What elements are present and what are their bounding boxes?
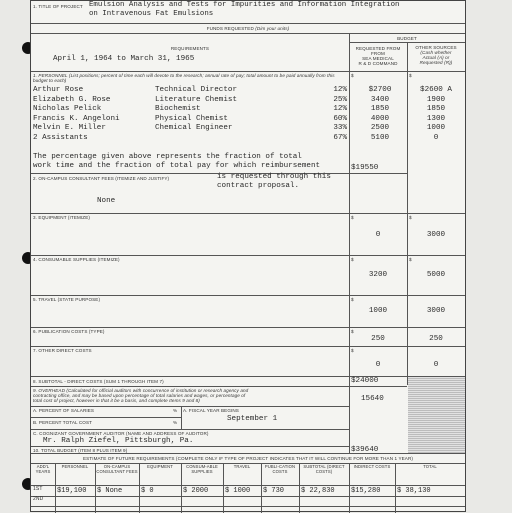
personnel-requested: 1850: [370, 105, 390, 113]
personnel-other: $2600 A: [420, 86, 452, 94]
future-row-1-cell: $ 0: [141, 487, 154, 495]
fiscal-year-label: A. FISCAL YEAR BEGINS: [183, 408, 239, 413]
overhead-value: 15640: [361, 395, 384, 403]
consultant-text-1: is requested through this: [217, 173, 331, 181]
personnel-label: 1. PERSONNEL (List positions; percent of time each will devote to the research; annual rate of pay; total amount to be paid annually from this budget to each): [33, 73, 335, 83]
other-direct-label: 7. OTHER DIRECT COSTS: [33, 348, 92, 353]
personnel-requested: 3400: [370, 95, 390, 104]
personnel-row: [33, 115, 465, 124]
total-budget-label: 10. TOTAL BUDGET (ITEM 8 PLUS ITEM 9): [33, 448, 128, 453]
personnel-name: Arthur Rose: [33, 86, 84, 94]
travel-other: 3000: [426, 307, 446, 315]
future-column-header: PUBLI-CATION COSTS: [264, 464, 296, 474]
auditor-value: Mr. Ralph Ziefel, Pittsburgh, Pa.: [43, 437, 194, 445]
personnel-title: Literature Chemist: [155, 95, 238, 104]
future-requirements-label: ESTIMATE OF FUTURE REQUIREMENTS (COMPLETE ONLY IF TYPE OF PROJECT INDICATES THAT IT WILL CONTINUE FOR MORE THAN 1 YEAR): [82, 456, 413, 461]
future-row-1-cell: $ None: [97, 487, 123, 495]
equipment-label: 3. EQUIPMENT (ITEMIZE): [33, 215, 90, 220]
subtotal-value: $24000: [351, 377, 379, 385]
equipment-requested: 0: [375, 231, 381, 239]
total-budget-value: $39640: [351, 446, 379, 454]
personnel-row: [33, 134, 465, 143]
personnel-percent: 12%: [333, 105, 347, 113]
personnel-title: Biochemist: [155, 105, 201, 113]
personnel-name: Elizabeth G. Rose: [33, 95, 111, 104]
personnel-row: [33, 124, 465, 133]
personnel-percent: 33%: [333, 124, 347, 132]
publication-other: 250: [429, 335, 443, 343]
consultant-value: None: [97, 197, 116, 205]
project-title-line1: Emulsion Analysis and Tests for Impurities and Information Integration: [89, 1, 400, 9]
personnel-percent: 25%: [333, 95, 347, 104]
travel-requested: 1000: [368, 307, 388, 315]
future-column-header: SUBTOTAL (DIRECT COSTS): [303, 464, 345, 474]
personnel-total: $19550: [351, 164, 379, 172]
consultant-text-2: contract proposal.: [217, 182, 300, 190]
future-column-header: PERSONNEL: [61, 464, 89, 469]
personnel-row: [33, 86, 465, 95]
future-column-header: INDIRECT COSTS: [353, 464, 391, 469]
funds-requested-label: FUNDS REQUESTED (Dim your units): [206, 26, 290, 31]
personnel-percent: 60%: [333, 114, 347, 123]
percent-salaries-label: A. PERCENT OF SALARIES: [33, 408, 95, 413]
personnel-other: 0: [433, 133, 439, 142]
consultant-label: 2. ON-CAMPUS CONSULTANT FEES (ITEMIZE AND JUSTIFY): [33, 176, 170, 181]
other-direct-requested: 0: [375, 361, 381, 369]
future-row-2-cell: 2ND: [33, 496, 44, 502]
personnel-row: [33, 105, 465, 114]
personnel-title: Technical Director: [155, 86, 238, 94]
requirements-label: REQUIREMENTS: [170, 46, 210, 51]
auditor-label: C. COGNIZANT GOVERNMENT AUDITOR (NAME AND ADDRESS OF AUDITOR): [33, 431, 209, 436]
personnel-other: 1900: [426, 95, 446, 104]
travel-label: 5. TRAVEL (STATE PURPOSE): [33, 297, 101, 302]
publication-requested: 250: [371, 335, 385, 343]
future-column-header: EQUIPMENT: [147, 464, 173, 469]
future-column-header: CONSUM-ABLE SUPPLIES: [186, 464, 218, 474]
publication-label: 6. PUBLICATION COSTS (TYPE): [33, 329, 105, 334]
future-column-header: TRAVEL: [233, 464, 251, 469]
future-requirements-table: [31, 463, 465, 513]
personnel-title: Chemical Engineer: [155, 124, 233, 132]
future-row-1-cell: $ 1000: [225, 487, 251, 495]
shaded-area: [408, 377, 465, 453]
project-title-line2: on Intravenous Fat Emulsions: [89, 10, 214, 18]
personnel-name: Francis K. Angeloni: [33, 114, 120, 123]
personnel-note-line1: The percentage given above represents the fraction of total: [33, 153, 302, 161]
personnel-percent: 12%: [333, 86, 347, 94]
future-column-header: ON-CAMPUS CONSULTANT FEES: [96, 464, 138, 474]
consumable-other: 5000: [426, 271, 446, 279]
equipment-other: 3000: [426, 231, 446, 239]
budget-label: BUDGET: [397, 36, 417, 41]
personnel-name: 2 Assistants: [33, 133, 88, 142]
future-row-1-cell: $ 730: [263, 487, 285, 495]
personnel-other: 1850: [426, 105, 446, 113]
personnel-name: Nicholas Pelick: [33, 105, 102, 113]
personnel-note-line2: work time and the fraction of total pay for which reimbursement: [33, 162, 321, 170]
requested-from-header: REQUESTED FROM FROM SEA MEDICAL R & D COMMAND: [355, 46, 401, 66]
personnel-requested: 2500: [370, 124, 390, 132]
fiscal-year-value: September 1: [227, 415, 278, 423]
personnel-row: [33, 96, 465, 105]
personnel-requested: 4000: [370, 114, 390, 123]
future-column-header: TOTAL: [423, 464, 437, 469]
budget-period: April 1, 1964 to March 31, 1965: [53, 55, 195, 63]
consumable-label: 4. CONSUMABLE SUPPLIES (ITEMIZE): [33, 257, 120, 262]
future-row-1-cell: 1ST: [33, 486, 43, 492]
consumable-requested: 3200: [368, 271, 388, 279]
personnel-other: 1300: [426, 114, 446, 123]
percent-total-label: B. PERCENT TOTAL COST: [33, 420, 93, 425]
future-column-header: ADD'L YEARS: [35, 464, 51, 474]
other-sources-header: OTHER SOURCES (Cash whether Actual (A) or Requested (R)): [415, 45, 457, 65]
personnel-requested: 5100: [370, 133, 390, 142]
overhead-label: 9. OVERHEAD (Calculated for official auditors with concurrence of institution or research agency and contracting office, and may be based upon percentage of total salaries and wages, or percentage of total cost of project, however in that it be a basis, and complete Items 9 and 8): [33, 388, 249, 403]
future-row-1-cell: $ 2000: [183, 487, 209, 495]
future-row-1-cell: $ 22,830: [301, 487, 335, 495]
title-label: 1. TITLE OF PROJECT: [33, 4, 83, 9]
personnel-other: 1000: [426, 124, 446, 132]
budget-form: 1. TITLE OF PROJECT Emulsion Analysis and Tests for Impurities and Information Integration on Intravenous Fat Emulsions FUNDS REQUESTED (Dim your units) BUDGET REQUIREMENTS April 1, 1964 to March 31, 1965 REQUESTED FROM FROM SEA MEDICAL R & D COMMAND OTHER SOURCES (Cash whether Actual (A) or Requested (R)) 1. PERSONNEL (List positions; percent of time each will devote to the research; annual rate of pay; total amount to be paid annually from this budget to each) $ $ Arthur Rose Technical Director 12% $2700 $2600 A Elizabeth G. Rose Literature Chemist 25% 3400 1900 Nicholas Pelick Biochemist 12% 1850 1850 Francis K. Angeloni Physical Chemist 60% 4000 1300 Melvin E. Miller Chemical Engineer 33% 2500 1000 2 Assistants 67% 5100 0 The percentage given above represents the fraction of total work time and the fraction of total pay for which reimbursement $19550 2. ON-CAMPUS CONSULTANT FEES (ITEMIZE AND JUSTIFY) is requested through this contract proposal. None 3. EQUIPMENT (ITEMIZE) $ $ 0 3000 4. CONSUMABLE SUPPLIES (ITEMIZE) $ $ 3200 5000 5. TRAVEL (STATE PURPOSE) $ 1000 3000 6. PUBLICATION COSTS (TYPE) $ 250 250 7. OTHER DIRECT COSTS $ 0 0 8. SUBTOTAL - DIRECT COSTS (SUM 1 THROUGH ITEM 7) $24000 9. OVERHEAD (Calculated for official auditors with concurrence of institution or research agency and contracting office, and may be based upon percentage of total salaries and wages, or percentage of total cost of project, however in that it be a basis, and complete Items 9 and 8) 15640 A. PERCENT OF SALARIES % A. FISCAL YEAR BEGINS September 1 B. PERCENT TOTAL COST % C. COGNIZANT GOVERNMENT AUDITOR (NAME AND ADDRESS OF AUDITOR) Mr. Ralph Ziefel, Pittsburgh, Pa. 10. TOTAL BUDGET (ITEM 8 PLUS ITEM 9) $39640 ESTIMATE OF FUTURE REQUIREMENTS (COMPLETE ONLY IF TYPE OF PROJECT INDICATES THAT IT WILL CONTINUE FOR MORE THAN 1 YEAR) ADD'L YEARS PERSONNEL ON-CAMPUS CONSULTANT FEES EQUIPMENT CONSUM-ABLE SUPPLIES TRAVEL PUBLI-CATION COSTS SUBTOTAL (DIRECT COSTS) INDIRECT COSTS TOTAL 1ST $19,100 $ None $ 0 $ 2000 $ 1000 $ 730 $ 22,830 $15,280 $ 38,130 2ND: [30, 0, 466, 512]
personnel-name: Melvin E. Miller: [33, 124, 106, 132]
personnel-title: Physical Chemist: [155, 114, 228, 123]
personnel-percent: 67%: [333, 133, 347, 142]
future-row-1-cell: $ 38,130: [397, 487, 431, 495]
personnel-requested: $2700: [368, 86, 392, 94]
future-row-1-cell: $19,100: [57, 487, 87, 495]
subtotal-label: 8. SUBTOTAL - DIRECT COSTS (SUM 1 THROUGH ITEM 7): [33, 379, 164, 384]
other-direct-other: 0: [433, 361, 439, 369]
future-row-1-cell: $15,280: [351, 487, 381, 495]
